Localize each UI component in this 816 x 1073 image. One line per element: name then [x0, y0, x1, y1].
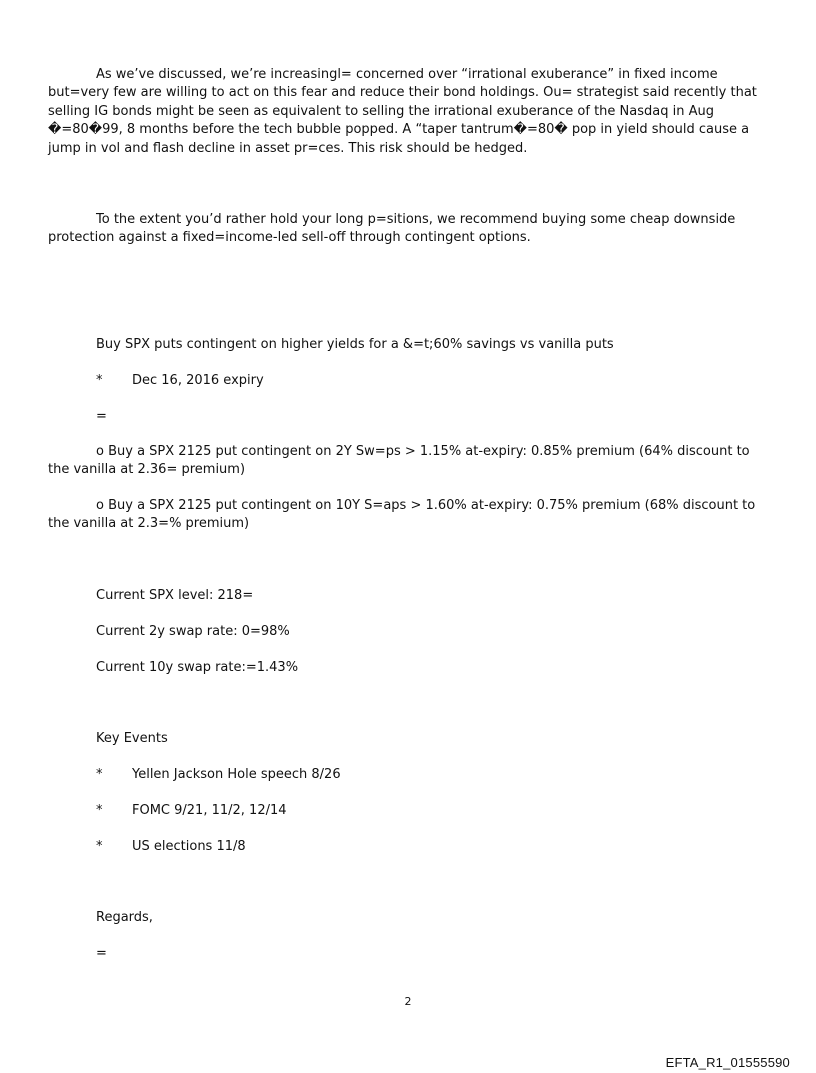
- key-event-text: US elections 11/8: [132, 839, 246, 854]
- option-one: o Buy a SPX 2125 put contingent on 2Y Sw=ps > 1.15% at-expiry: 0.85% premium (64% discount to the vanilla at 2.36= premium): [48, 444, 750, 478]
- regards-line: Regards,: [96, 910, 153, 925]
- hedge-paragraph-text: To the extent you’d rather hold your long p=sitions, we recommend buying some cheap downside protection against a fixed=income-led sell-off through contingent options.: [48, 212, 736, 246]
- document-id: EFTA_R1_01555590: [665, 1055, 790, 1070]
- option-two: o Buy a SPX 2125 put contingent on 10Y S=aps > 1.60% at-expiry: 0.75% premium (68% discount to the vanilla at 2.3=% premium): [48, 498, 756, 532]
- closing-equals-line: =: [96, 946, 107, 961]
- key-event-text: Yellen Jackson Hole speech 8/26: [132, 767, 341, 782]
- intro-paragraph: [48, 66, 770, 158]
- key-event-text: FOMC 9/21, 11/2, 12/14: [132, 803, 287, 818]
- page-number: 2: [404, 995, 412, 1008]
- expiry-text: Dec 16, 2016 expiry: [132, 373, 264, 388]
- key-events-title: Key Events: [96, 731, 168, 746]
- bullet-marker: *: [96, 373, 103, 388]
- hedge-paragraph: [48, 211, 770, 248]
- bullet-marker: *: [96, 839, 103, 854]
- bullet-marker: *: [96, 803, 103, 818]
- spx-level: Current SPX level: 218=: [96, 588, 254, 603]
- intro-paragraph-text: As we’ve discussed, we’re increasingl= concerned over “irrational exuberance” in fixed income but=very few are willing to act on this fear and reduce their bond holdings. Ou= strategist said recently that selling IG bonds might be seen as equivalent to selling the irrational exuberance of the Nasdaq in Aug �=80�99, 8 months before the tech bubble popped. A “taper tantrum�=80� pop in yield should cause a jump in vol and flash decline in asset pr=ces. This risk should be hedged.: [48, 67, 757, 156]
- bullet-marker: *: [96, 767, 103, 782]
- swap-10y-rate: Current 10y swap rate:=1.43%: [96, 660, 299, 675]
- equals-line: =: [96, 409, 107, 424]
- recommendation-headline: Buy SPX puts contingent on higher yields for a &=t;60% savings vs vanilla puts: [96, 337, 614, 352]
- swap-2y-rate: Current 2y swap rate: 0=98%: [96, 624, 290, 639]
